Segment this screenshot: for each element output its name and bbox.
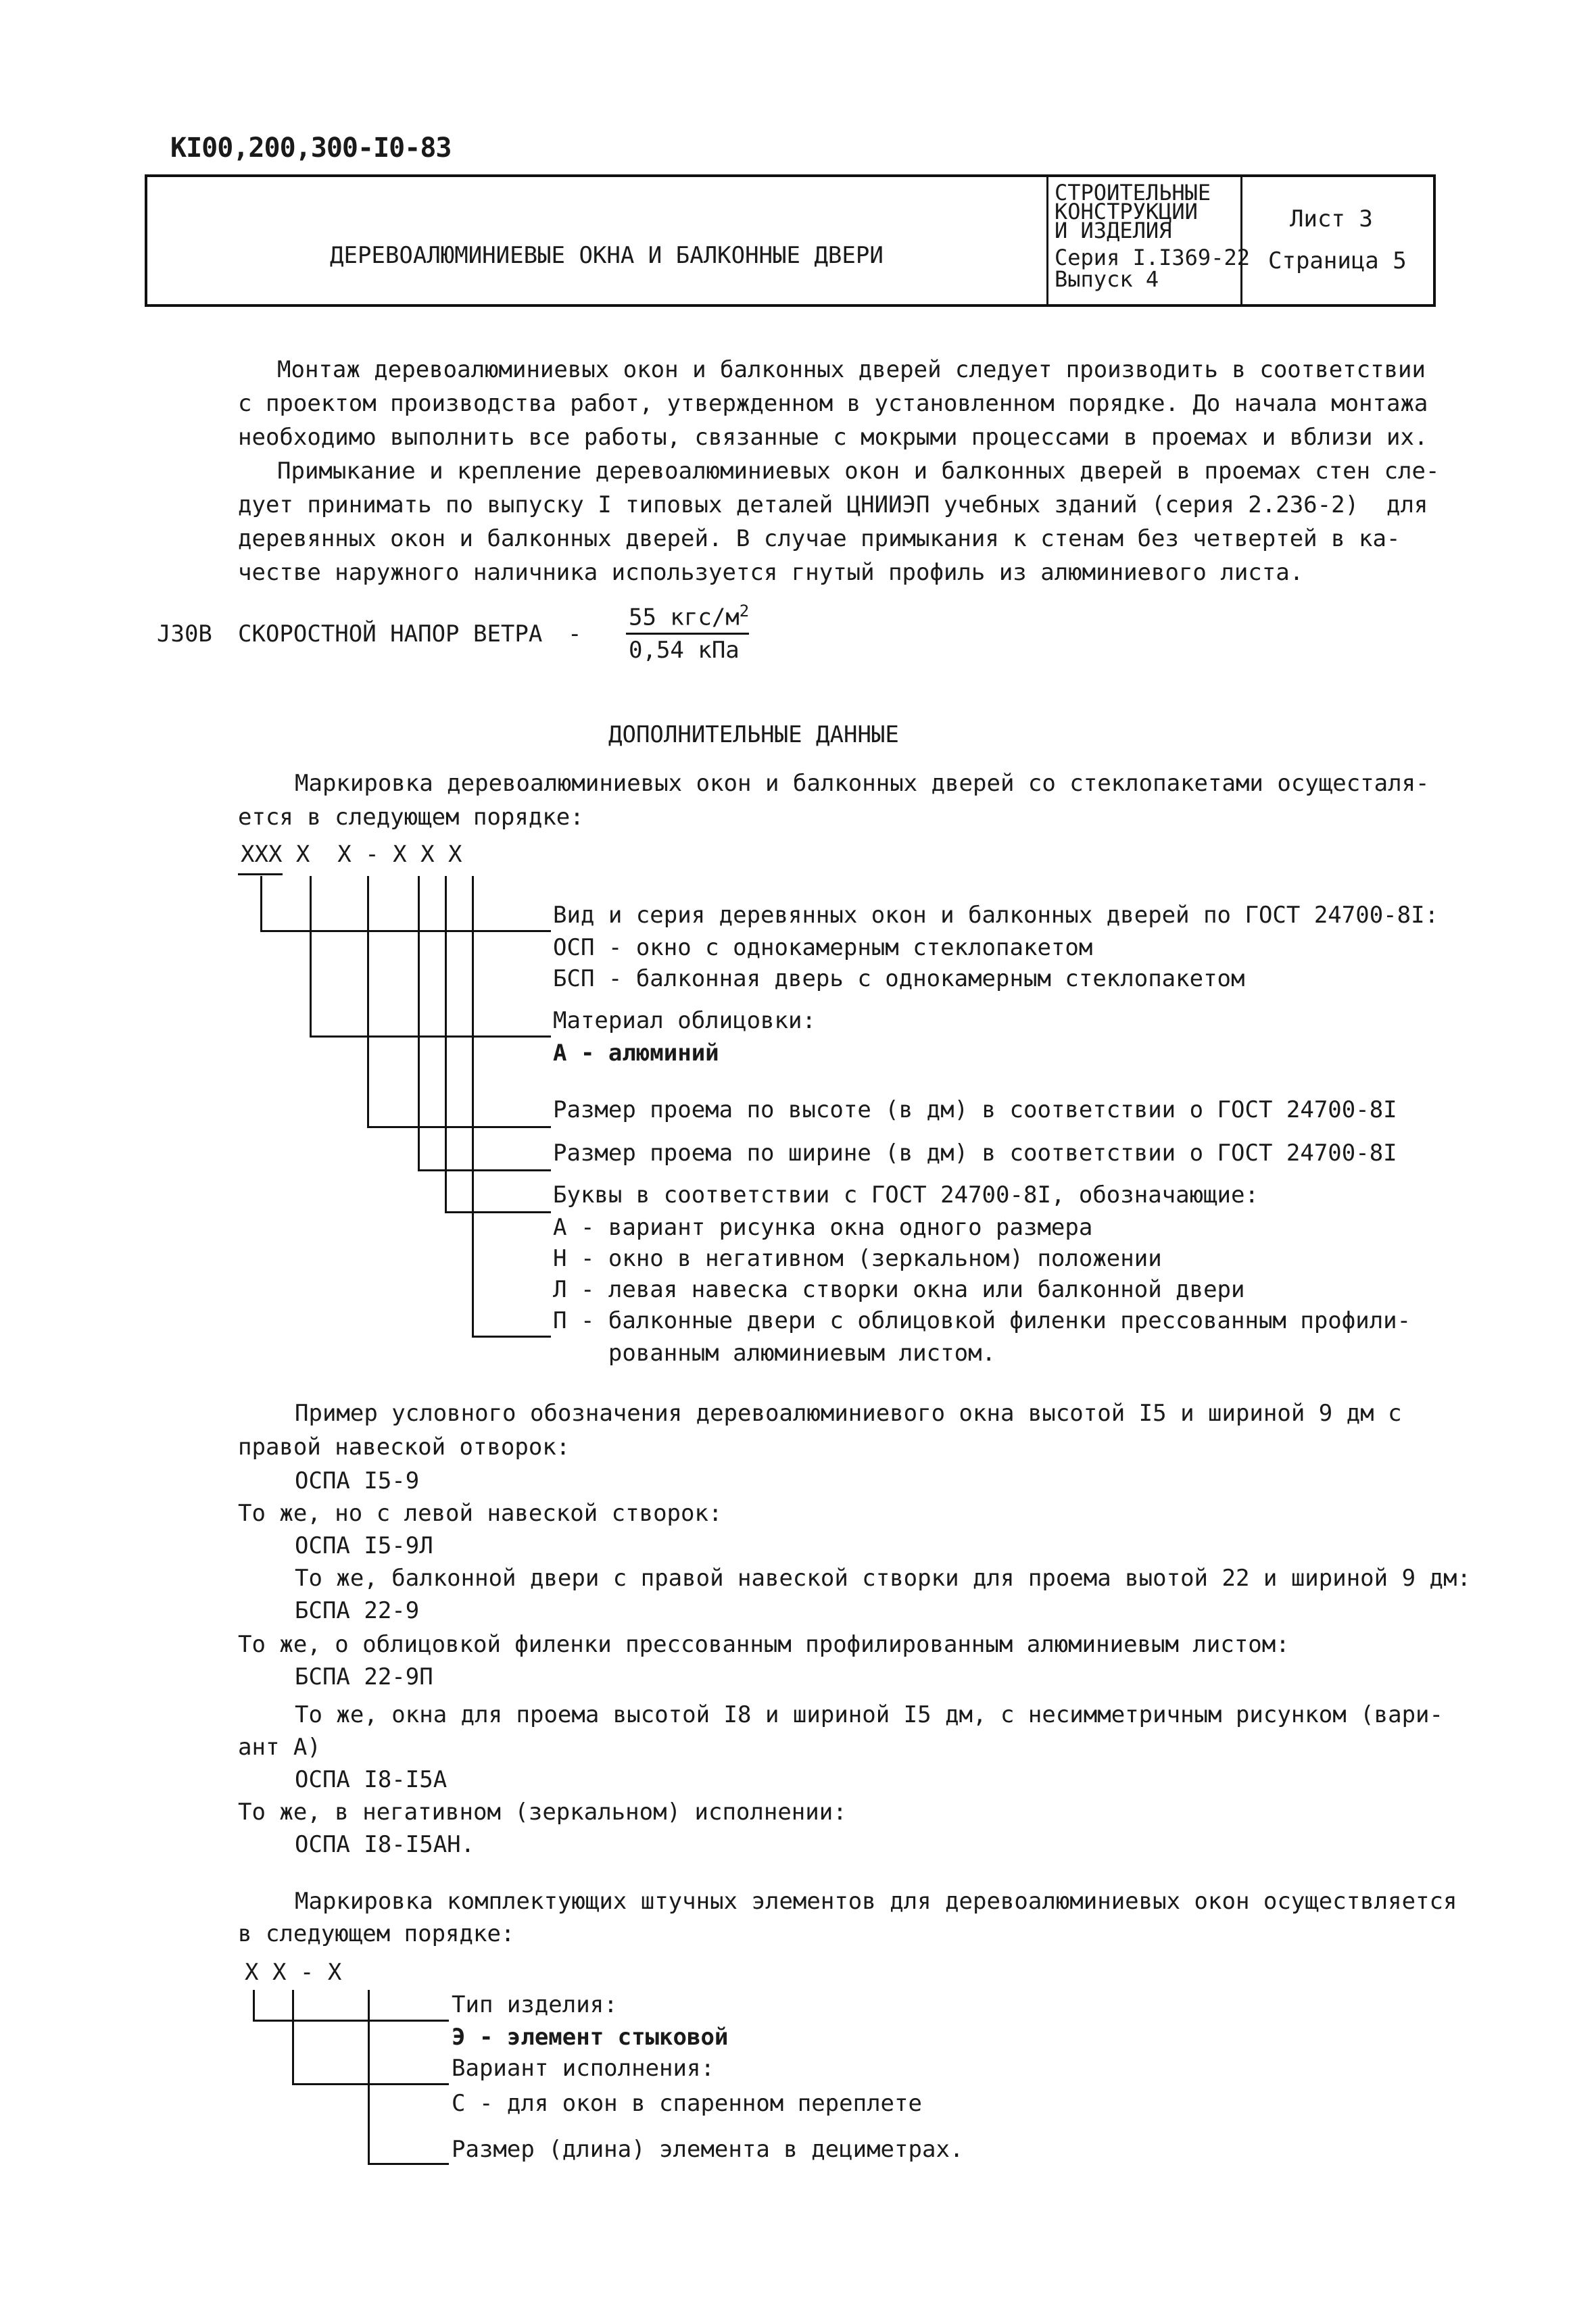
wind-value-bottom: 0,54 кПа [629, 637, 740, 664]
tree-line [310, 876, 312, 1037]
category-line-1: СТРОИТЕЛЬНЫЕ [1055, 180, 1211, 205]
intro-line-5: дует принимать по выпуску I типовых деталей ЦНИИЭП учебных зданий (серия 2.236-2) для [238, 491, 1428, 518]
elements-variant: Вариант исполнения: [452, 2055, 715, 2082]
legend-variant-a: А - вариант рисунка окна одного размера [553, 1214, 1093, 1241]
tree-line [418, 876, 420, 1171]
extra-data-heading: ДОПОЛНИТЕЛЬНЫЕ ДАННЫЕ [608, 721, 899, 748]
intro-line-3: необходимо выполнить все работы, связанные с мокрыми процессами в проемах и вблизи их. [238, 424, 1428, 451]
legend-type: Вид и серия деревянных окон и балконных дверей по ГОСТ 24700-8I: [553, 902, 1439, 929]
legend-left-l: Л - левая навеска створки окна или балконной двери [553, 1276, 1245, 1303]
tree-line [253, 2020, 449, 2022]
intro-line-7: честве наружного наличника используется гнутый профиль из алюминиевого листа. [238, 559, 1304, 586]
fraction-bar [626, 633, 749, 635]
marking-intro-line-1: Маркировка деревоалюминиевых окон и балконных дверей со стеклопакетами осущесталя- [295, 770, 1430, 797]
tree-line [418, 1169, 551, 1171]
wind-dash: - [568, 620, 582, 648]
example-text-5: То же, окна для проема высотой I8 и шириной I5 дм, с несимметричным рисунком (вари- [295, 1701, 1443, 1728]
legend-width: Размер проема по ширине (в дм) в соответствии о ГОСТ 24700-8I [553, 1140, 1397, 1167]
pattern-underline [238, 873, 283, 875]
example-code-6: ОСПА I8-I5АН. [295, 1831, 475, 1858]
intro-line-4: Примыкание и крепление деревоалюминиевых окон и балконных дверей в проемах стен сле- [277, 458, 1440, 485]
tree-line [253, 1990, 255, 2021]
tree-line [260, 876, 262, 931]
example-text-3: То же, балконной двери с правой навеской створки для проема выотой 22 и шириной 9 дм: [295, 1565, 1471, 1592]
elements-variant-c: С - для окон в спаренном переплете [452, 2090, 922, 2117]
example-code-4: БСПА 22-9П [295, 1663, 433, 1690]
document-code: КI00,200,300-I0-83 [170, 132, 452, 164]
tree-line [445, 1211, 551, 1213]
category-line-3: И ИЗДЕЛИЯ [1055, 218, 1172, 243]
title-block [145, 174, 1436, 307]
tree-line [445, 876, 447, 1213]
legend-panel-p: П - балконные двери с облицовкой филенки прессованным профили- [553, 1307, 1411, 1334]
elements-intro-2: в следующем порядке: [238, 1920, 515, 1947]
elements-pattern: X X - X [245, 1959, 342, 1986]
legend-aluminium: А - алюминий [553, 1040, 719, 1067]
tree-line [260, 930, 551, 932]
intro-line-6: деревянных окон и балконных дверей. В случае примыкания к стенам без четвертей в ка- [238, 525, 1401, 552]
marking-pattern: XXX X X - X X X [241, 841, 462, 868]
series-line: Серия I.I369-22 [1055, 245, 1250, 270]
intro-line-1: Монтаж деревоалюминиевых окон и балконных дверей следует производить в соответствии [277, 356, 1426, 383]
tree-line [472, 1336, 551, 1338]
example-code-5: ОСПА I8-I5А [295, 1766, 448, 1793]
example-text-6: То же, в негативном (зеркальном) исполнении: [238, 1799, 847, 1826]
issue-line: Выпуск 4 [1055, 266, 1159, 292]
marking-intro-line-2: ется в следующем порядке: [238, 804, 584, 831]
legend-height: Размер проема по высоте (в дм) в соответствии о ГОСТ 24700-8I [553, 1096, 1397, 1123]
intro-line-2: с проектом производства работ, утвержденном в установленном порядке. До начала монтажа [238, 390, 1428, 417]
sheet-number: Лист 3 [1290, 205, 1373, 233]
legend-osp: ОСП - окно с однокамерным стеклопакетом [553, 934, 1093, 961]
page-number: Страница 5 [1268, 247, 1407, 274]
example-code-3: БСПА 22-9 [295, 1597, 420, 1624]
tree-line [472, 876, 474, 1337]
legend-material: Материал облицовки: [553, 1007, 816, 1034]
tree-line [368, 1990, 370, 2164]
elements-intro-1: Маркировка комплектующих штучных элементов для деревоалюминиевых окон осуществляется [295, 1888, 1457, 1915]
wind-value-top [629, 602, 749, 631]
tree-line [368, 2163, 449, 2165]
legend-panel-p-cont: рованным алюминиевым листом. [553, 1340, 996, 1367]
wind-value-top-text: 55 кгс/м [629, 604, 740, 631]
wind-code: J30B [157, 620, 212, 648]
example-intro-2: правой навеской отворок: [238, 1434, 571, 1461]
elements-type-e: Э - элемент стыковой [452, 2024, 729, 2051]
tree-line [310, 1035, 551, 1038]
tree-line [292, 2083, 449, 2085]
tree-line [367, 1126, 551, 1128]
legend-bsp: БСП - балконная дверь с однокамерным стеклопакетом [553, 965, 1245, 992]
example-text-5-cont: ант А) [238, 1734, 321, 1761]
wind-value-superscript: 2 [739, 602, 750, 620]
tree-line [292, 1990, 294, 2085]
document-title: ДЕРЕВОАЛЮМИНИЕВЫЕ ОКНА И БАЛКОННЫЕ ДВЕРИ [330, 242, 884, 269]
wind-label: СКОРОСТНОЙ НАПОР ВЕТРА [238, 620, 543, 648]
legend-letters: Буквы в соответствии с ГОСТ 24700-8I, обозначающие: [553, 1181, 1259, 1209]
example-intro-1: Пример условного обозначения деревоалюминиевого окна высотой I5 и шириной 9 дм с [295, 1400, 1402, 1427]
legend-negative-n: Н - окно в негативном (зеркальном) положении [553, 1245, 1162, 1272]
category-line-2: КОНСТРУКЦИИ [1055, 199, 1198, 224]
example-text-4: То же, о облицовкой филенки прессованным профилированным алюминиевым листом: [238, 1631, 1290, 1658]
example-text-2: То же, но с левой навеской створок: [238, 1500, 723, 1527]
example-code-1: ОСПА I5-9 [295, 1467, 420, 1494]
tree-line [367, 876, 369, 1127]
elements-length: Размер (длина) элемента в дециметрах. [452, 2136, 964, 2163]
elements-type: Тип изделия: [452, 1991, 618, 2018]
example-code-2: ОСПА I5-9Л [295, 1532, 433, 1559]
